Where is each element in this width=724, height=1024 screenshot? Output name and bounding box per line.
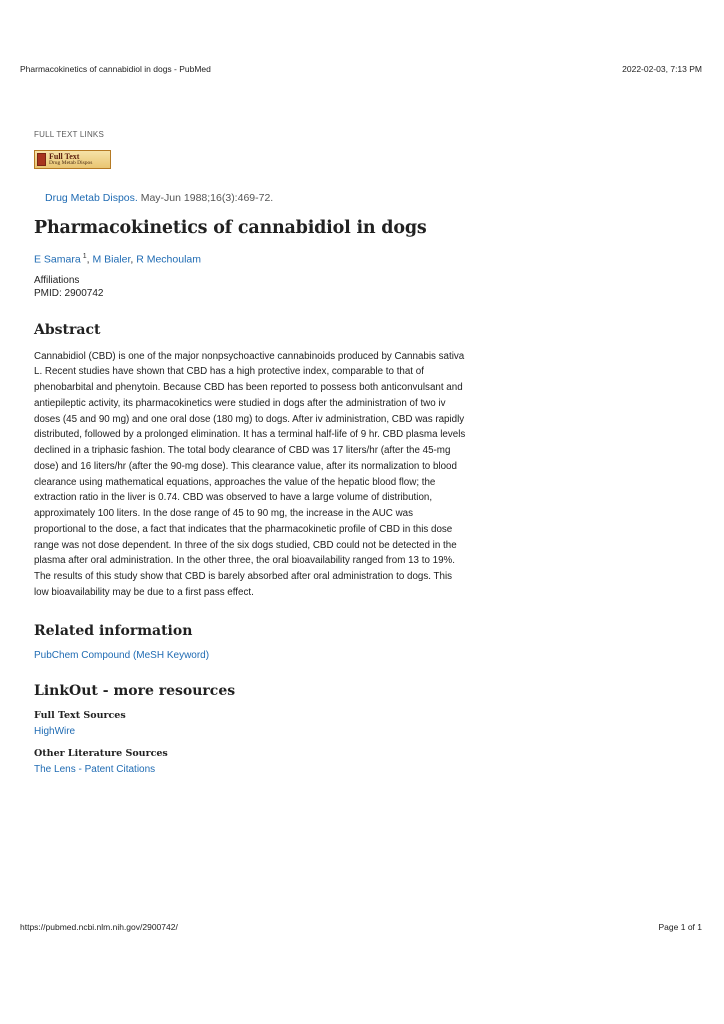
- article-meta: [34, 274, 524, 300]
- highwire-link[interactable]: HighWire: [34, 725, 76, 737]
- full-text-button-text: [49, 153, 92, 167]
- pubchem-link[interactable]: PubChem Compound (MeSH Keyword): [34, 649, 210, 661]
- abstract-line: clearance using mathematical equations, approaches the value of the hepatic blood flow; the: [34, 476, 436, 488]
- abstract-line: approximately 100 liters. In the dose range of 45 to 90 mg, the increase in the AUC was: [34, 508, 414, 519]
- related-information-heading: Related information: [34, 622, 193, 639]
- abstract-line: antiepileptic activity, its pharmacokinetics were studied in dogs after the administration of two iv: [34, 397, 446, 409]
- abstract-heading: Abstract: [34, 321, 101, 338]
- linkout-heading: LinkOut - more resources: [34, 682, 236, 699]
- abstract-line: plasma after oral administration. In the other three, the oral bioavailability ranged from 13 to 19%.: [34, 555, 455, 567]
- citation-details: May-Jun 1988;16(3):469-72.: [140, 192, 274, 204]
- article-title: Pharmacokinetics of cannabidiol in dogs: [34, 218, 427, 238]
- citation: [34, 192, 524, 204]
- footer-url: https://pubmed.ncbi.nlm.nih.gov/2900742/: [20, 922, 178, 932]
- lens-patent-citations-link[interactable]: The Lens - Patent Citations: [34, 763, 156, 775]
- affiliations-toggle[interactable]: Affiliations: [34, 274, 80, 286]
- print-footer: [20, 922, 702, 932]
- abstract-line: phenobarbital and phenytoin. Because CBD has been reported to possess both anticonvulsant and: [34, 382, 463, 393]
- abstract-line: L. Recent studies have shown that CBD has a high protective index, comparable to that of: [34, 366, 424, 378]
- book-icon: [37, 153, 46, 166]
- abstract-line: Cannabidiol (CBD) is one of the major nonpsychoactive cannabinoids produced by Cannabis sativa: [34, 350, 465, 362]
- other-literature-sources-heading: Other Literature Sources: [34, 747, 168, 759]
- abstract-line: The results of this study show that CBD is barely absorbed after oral administration to dogs. This: [34, 571, 453, 582]
- article-content: [34, 130, 524, 775]
- abstract-line: distributed, followed by a prolonged elimination. It has a terminal half-life of 9 hr. CBD plasma levels: [34, 429, 466, 441]
- full-text-button-journal: Drug Metab Dispos: [49, 159, 93, 166]
- full-text-links-label: FULL TEXT LINKS: [34, 130, 104, 139]
- full-text-sources-heading: Full Text Sources: [34, 709, 126, 721]
- abstract-line: proportional to the dose, a fact that indicates that the pharmacokinetic profile of CBD in this dose: [34, 523, 453, 535]
- footer-page-number: Page 1 of 1: [658, 922, 702, 932]
- abstract-line: low bioavailability may be due to a first pass effect.: [34, 586, 254, 598]
- author-link[interactable]: M Bialer: [92, 253, 131, 266]
- abstract-line: declined in a triphasic fashion. The total body clearance of CBD was 17 liters/hr (after the 45-mg: [34, 445, 451, 456]
- pmid: PMID: 2900742: [34, 287, 104, 299]
- abstract-text: [34, 349, 524, 601]
- abstract-line: extraction ratio in the liver is 0.74. CBD was observed to have a large volume of distribution,: [34, 492, 433, 504]
- journal-link[interactable]: Drug Metab Dispos.: [45, 192, 138, 204]
- print-header: [20, 64, 702, 74]
- abstract-line: dose) and 16 liters/hr (after the 90-mg dose). This clearance value, after its normalization to blood: [34, 460, 457, 472]
- author-link[interactable]: R Mechoulam: [136, 253, 201, 266]
- header-timestamp: 2022-02-03, 7:13 PM: [622, 64, 702, 74]
- abstract-line: doses (45 and 90 mg) and one oral dose (180 mg) to dogs. After iv administration, CBD was rapidly: [34, 413, 465, 425]
- full-text-button[interactable]: [34, 150, 111, 169]
- header-page-title: Pharmacokinetics of cannabidiol in dogs - PubMed: [20, 64, 211, 74]
- abstract-line: range was not dose dependent. In three of the six dogs studied, CBD could not be detected in the: [34, 539, 457, 551]
- affiliation-number[interactable]: 1: [82, 253, 87, 260]
- author-link[interactable]: E Samara: [34, 253, 81, 266]
- full-text-button-label: Full Text: [49, 151, 80, 161]
- author-list: E Samara $^1$, M Bialer, R Mechoulam: [34, 253, 201, 266]
